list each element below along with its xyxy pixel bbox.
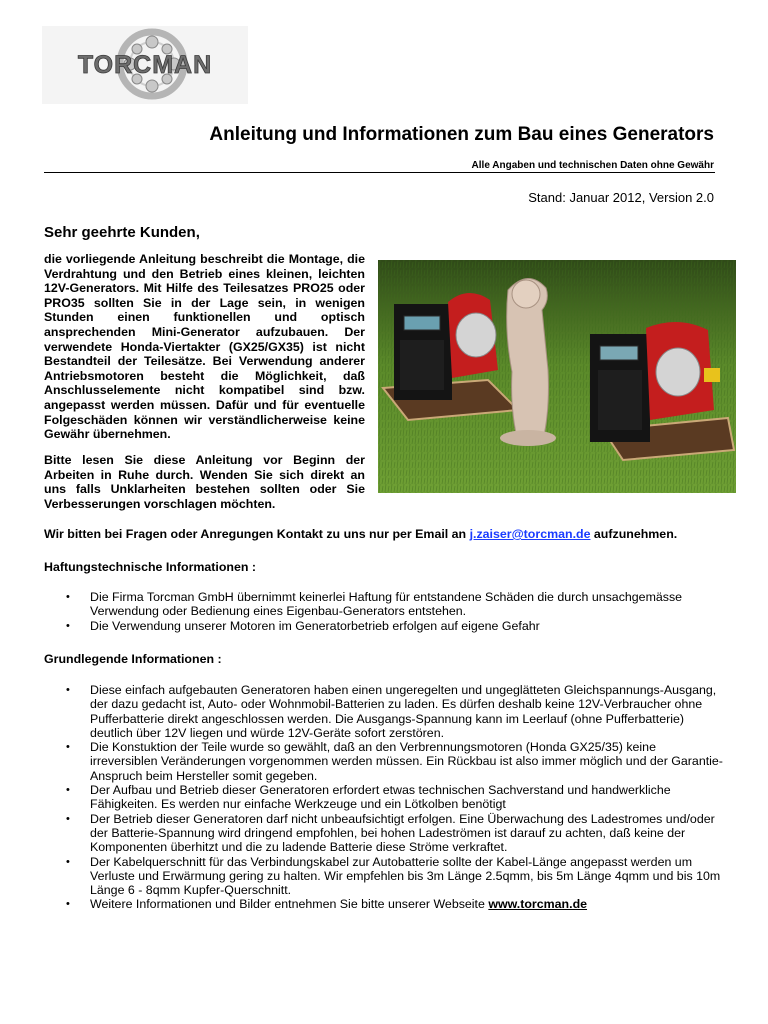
email-link[interactable]: j.zaiser@torcman.de [469, 527, 591, 541]
header-divider [44, 172, 715, 173]
haftung-list [44, 590, 724, 633]
disclaimer: Alle Angaben und technischen Daten ohne Gewähr [471, 160, 714, 171]
website-link[interactable]: www.torcman.de [488, 897, 588, 912]
generator-photo [378, 260, 736, 493]
list-item: • Der Kabelquerschnitt für das Verbindungskabel zur Autobatterie sollte der Kabel-Länge angepasst werden um Verluste und Erwärmung gering zu halten. Wir empfehlen bis 3m Länge 2.5qmm, bis 5m Länge 4qmm und bis 10m Länge 6 - 8qmm Kupfer-Querschnitt. [44, 855, 724, 898]
intro-paragraph: die vorliegende Anleitung beschreibt die Montage, die Verdrahtung und den Betrieb eines kleinen, leichten 12V-Generators. Mit Hilfe des Teilesatzes PRO25 oder PRO35 sollten Sie in der Lage sein, in wenigen Stunden einen funktionellen und optisch ansprechenden Mini-Generator aufzubauen. Der verwendete Honda-Viertakter (GX25/GX35) ist nicht Bestandteil der Teilesätze. Bei Verwendung anderer Antriebsmotoren besteht die Möglichkeit, daß Anschlusselemente nicht kompatibel sind bzw. angepasst werden müssen. Dafür und für eventuelle Folgeschäden können wir verständlicherweise keine Gewähr übernehmen. [44, 252, 365, 442]
website-text: Weitere Informationen und Bilder entnehmen Sie bitte unserer Webseite [90, 897, 489, 912]
list-item: • Der Betrieb dieser Generatoren darf nicht unbeaufsichtigt erfolgen. Eine Überwachung des Ladestromes und/oder der Batterie-Spannung wird dringend empfohlen, bei hohen Ladeströmen ist darauf zu achten, daß keine der Komponenten überhitzt und die zu ladende Batterie diese Ströme verkraftet. [44, 812, 724, 855]
list-item: • Der Aufbau und Betrieb dieser Generatoren erfordert etwas technischen Sachverstand und handwerkliche Fähigkeiten. Es werden nur einfache Werkzeuge und ein Lötkolben benötigt [44, 783, 724, 812]
greeting: Sehr geehrte Kunden, [44, 224, 200, 241]
list-item [44, 897, 724, 911]
torcman-logo [42, 26, 248, 104]
version-stand: Stand: Januar 2012, Version 2.0 [528, 190, 714, 205]
list-item: • Die Verwendung unserer Motoren im Generatorbetrieb erfolgen auf eigene Gefahr [44, 619, 724, 633]
section-heading-grundlegend: Grundlegende Informationen : [44, 652, 222, 666]
list-item: • Diese einfach aufgebauten Generatoren haben einen ungeregelten und ungeglätteten Gleichspannungs-Ausgang, der dazu gedacht ist, Auto- oder Wohnmobil-Batterien zu laden. Es dürfen deshalb keine 12V-Verbraucher ohne Pufferbatterie direkt angeschlossen werden. Die Ausgangs-Spannung kann im Leerlauf (ohne Pufferbatterie) deutlich über 12V liegen und würde 12V-Geräte sofort zerstören. [44, 683, 724, 740]
logo-wordmark: TORCMAN [77, 51, 213, 79]
list-item: • Die Konstuktion der Teile wurde so gewählt, daß an den Verbrennungsmotoren (Honda GX25/35) keine irreversiblen Veränderungen vorgenommen werden müssen. Ein Rückbau ist also immer möglich und der Garantie-Anspruch beim Hersteller somit gegeben. [44, 740, 724, 783]
contact-text: Wir bitten bei Fragen oder Anregungen Kontakt zu uns nur per Email an [44, 527, 470, 541]
contact-line [44, 527, 677, 541]
list-item: • Die Firma Torcman GmbH übernimmt keinerlei Haftung für entstandene Schäden die durch unsachgemässe Verwendung oder Bedienung eines Eigenbau-Generators entstehen. [44, 590, 724, 619]
contact-text-end: aufzunehmen. [590, 527, 678, 541]
section-heading-haftung: Haftungstechnische Informationen : [44, 560, 257, 574]
document-title: Anleitung und Informationen zum Bau eines Generators [209, 124, 714, 145]
grund-list [44, 683, 724, 912]
intro-paragraph-2: Bitte lesen Sie diese Anleitung vor Beginn der Arbeiten in Ruhe durch. Wenden Sie sich direkt an uns falls Unklarheiten bestehen sollten oder Sie Verbesserungen vorschlagen möchten. [44, 453, 365, 511]
